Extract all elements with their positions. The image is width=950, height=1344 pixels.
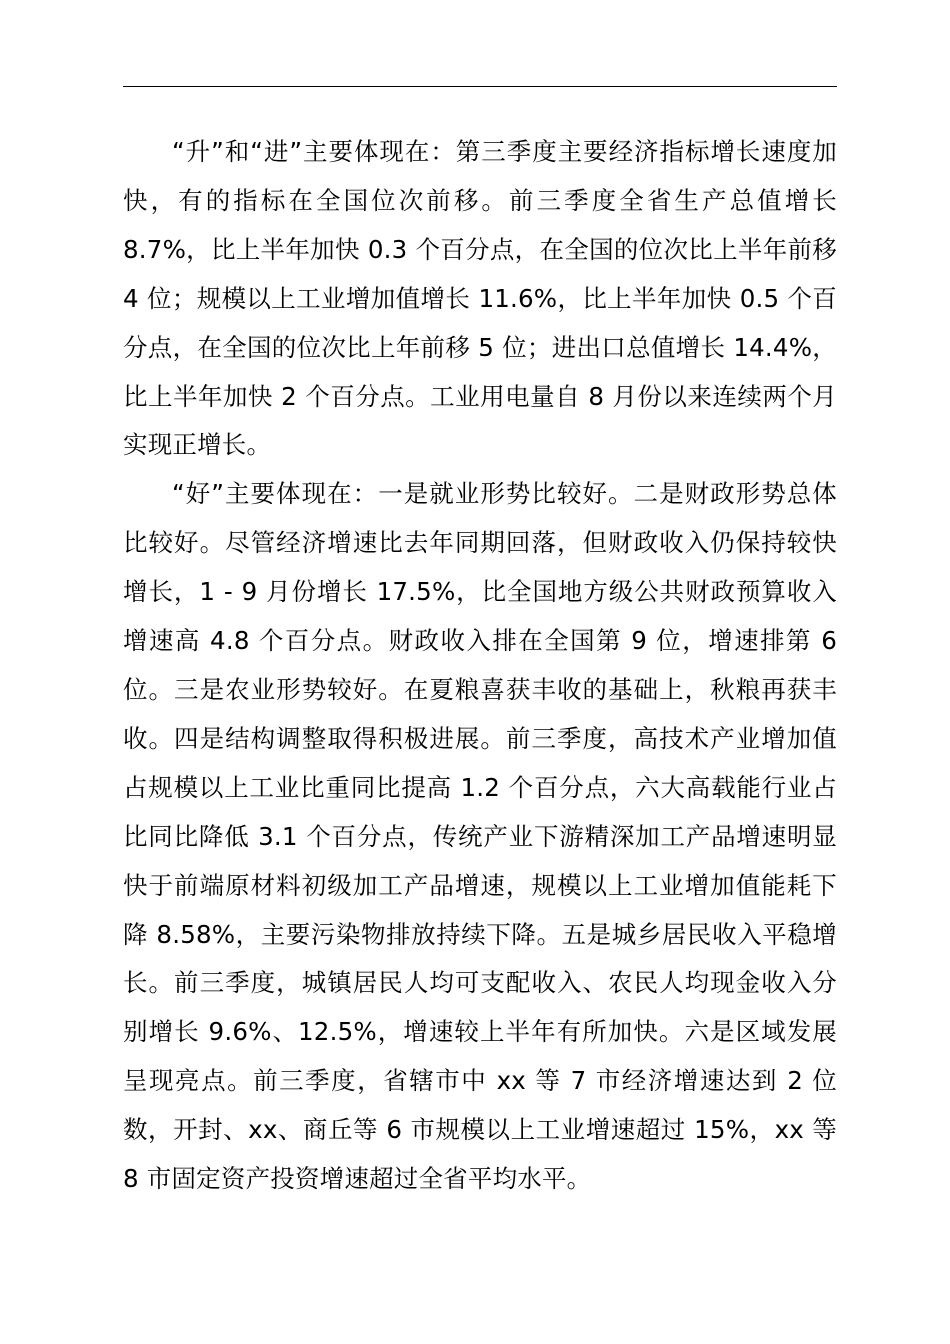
document-body bbox=[123, 128, 837, 1204]
paragraph-rise-and-advance: “升”和“进”主要体现在：第三季度主要经济指标增长速度加快，有的指标在全国位次前移。前三季度全省生产总值增长 8.7%，比上半年加快 0.3 个百分点，在全国的位次比上半年前移 4 位；规模以上工业增加值增长 11.6%，比上半年加快 0.5 个百分点，在全国的位次比上年前移 5 位；进出口总值增长 14.4%，比上半年加快 2 个百分点。工业用电量自 8 月份以来连续两个月实现正增长。 bbox=[123, 137, 837, 460]
paragraph-good: “好”主要体现在：一是就业形势比较好。二是财政形势总体比较好。尽管经济增速比去年同期回落，但财政收入仍保持较快增长，1 - 9 月份增长 17.5%，比全国地方级公共财政预算收入增速高 4.8 个百分点。财政收入排在全国第 9 位，增速排第 6 位。三是农业形势较好。在夏粮喜获丰收的基础上，秋粮再获丰收。四是结构调整取得积极进展。前三季度，高技术产业增加值占规模以上工业比重同比提高 1.2 个百分点，六大高载能行业占比同比降低 3.1 个百分点，传统产业下游精深加工产品增速明显快于前端原材料初级加工产品增速，规模以上工业增加值能耗下降 8.58%，主要污染物排放持续下降。五是城乡居民收入平稳增长。前三季度，城镇居民人均可支配收入、农民人均现金收入分别增长 9.6%、12.5%，增速较上半年有所加快。六是区域发展呈现亮点。前三季度，省辖市中 xx 等 7 市经济增速达到 2 位数，开封、xx、商丘等 6 市规模以上工业增速超过 15%，xx 等 8 市固定资产投资增速超过全省平均水平。 bbox=[123, 479, 837, 1194]
header-rule bbox=[123, 86, 837, 87]
